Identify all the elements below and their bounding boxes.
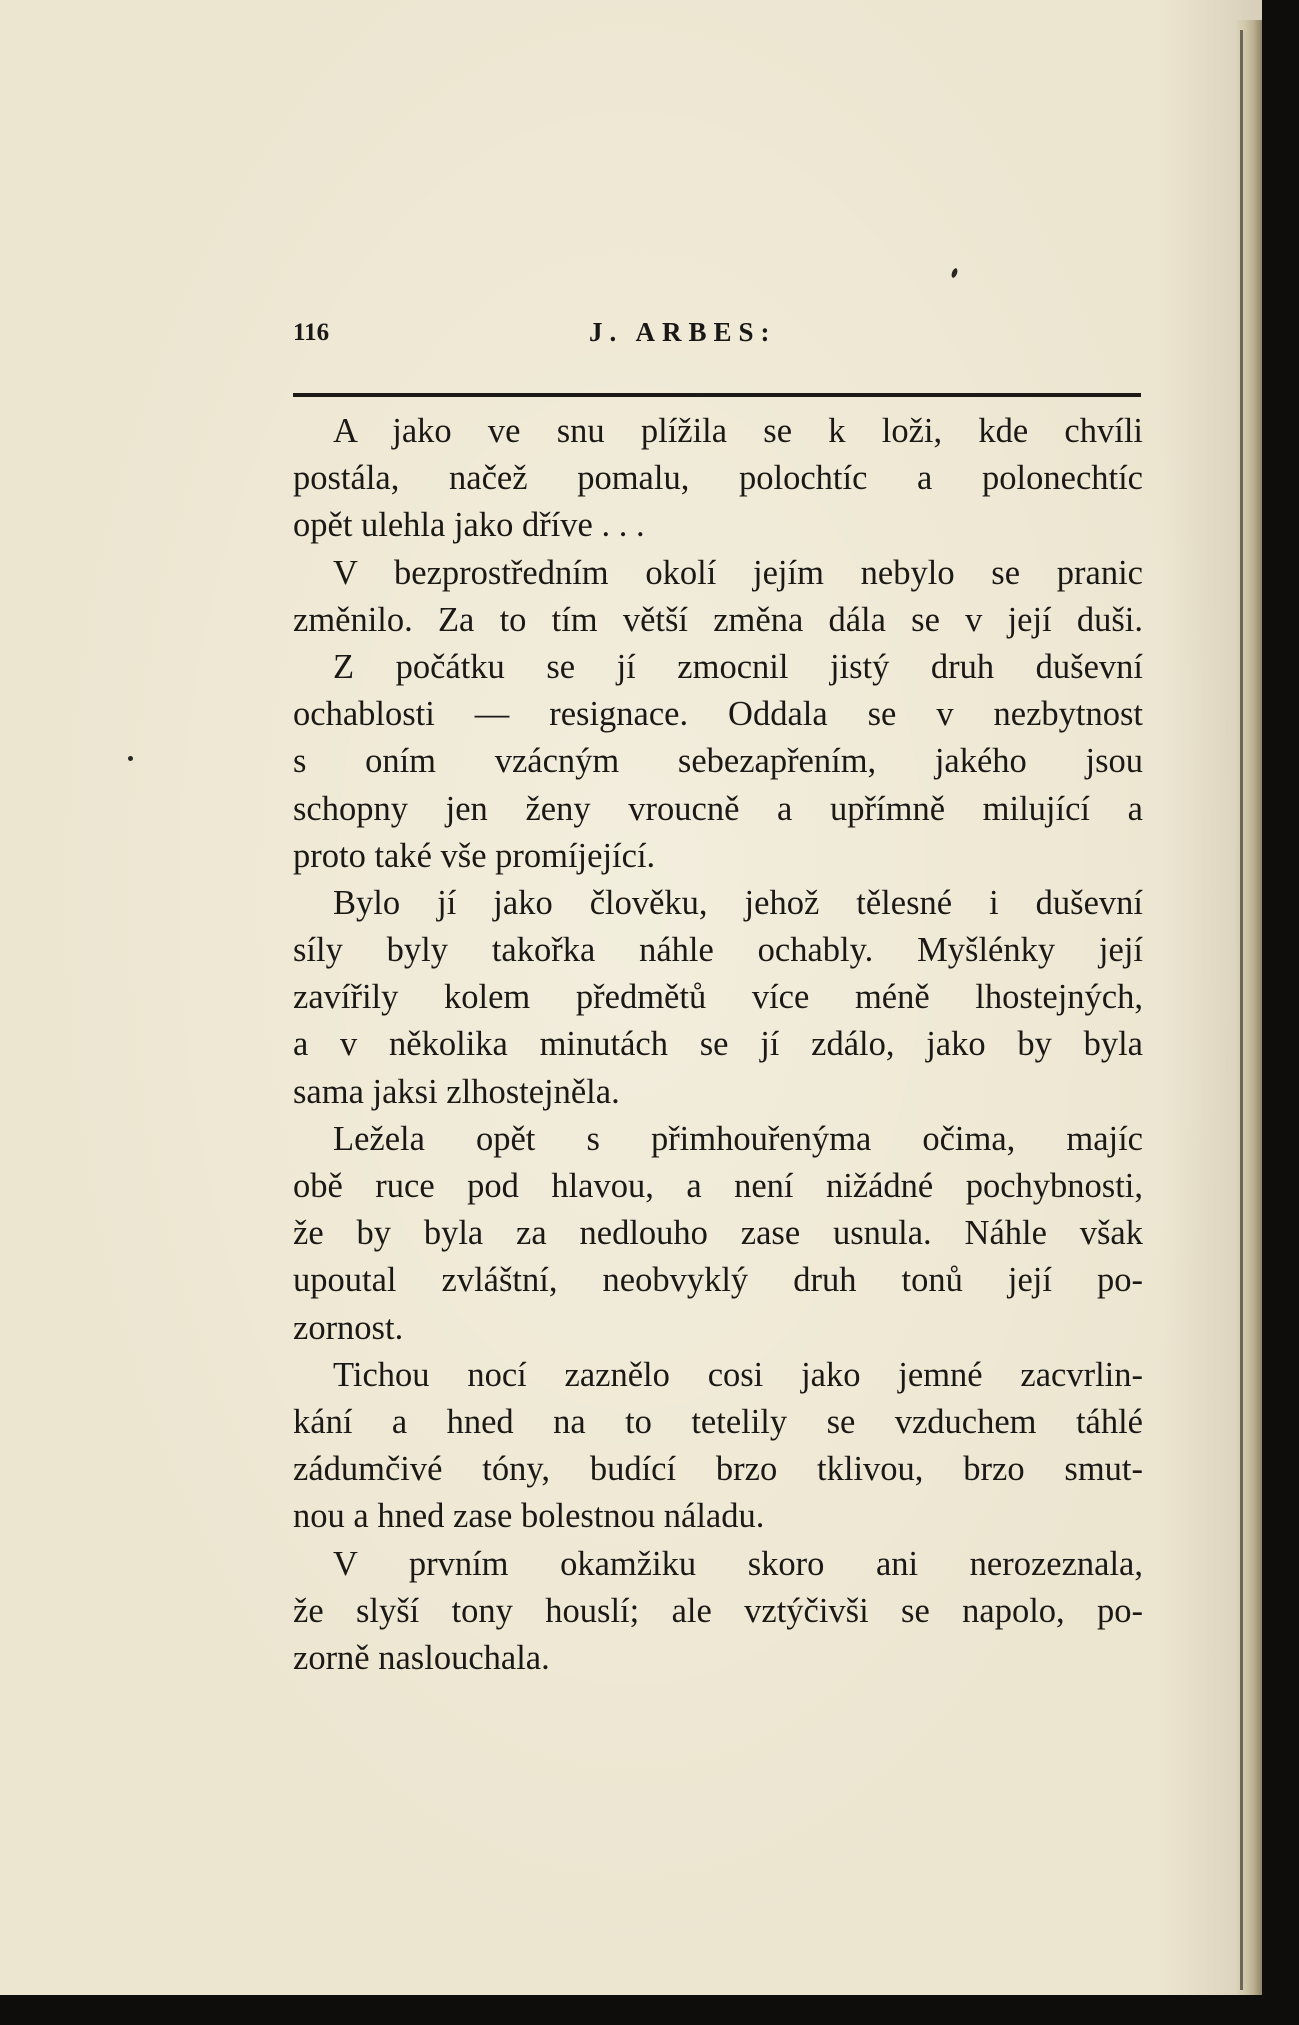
text-line: ochablosti — resignace. Oddala se v nezbytnost — [293, 695, 1143, 734]
text-line: A jako ve snu plížila se k loži, kde chvíli — [333, 412, 1143, 450]
text-line: že slyší tony houslí; ale vztýčivši se napolo, po- — [293, 1591, 1143, 1630]
ink-speck — [128, 756, 133, 761]
ink-speck — [950, 267, 958, 278]
text-line: Bylo jí jako člověku, jehož tělesné i duševní — [333, 883, 1143, 922]
text-line: nou a hned zase bolestnou náladu. — [293, 1497, 765, 1536]
text-line: změnilo. Za to tím větší změna dála se v její duši. — [293, 600, 1143, 639]
page-number: 116 — [293, 319, 330, 346]
text-line: Tichou nocí zaznělo cosi jako jemné zacvrlin- — [333, 1355, 1143, 1394]
text-line: zavířily kolem předmětů více méně lhostejných, — [293, 978, 1143, 1017]
text-line: obě ruce pod hlavou, a není nižádné pochybnosti, — [293, 1167, 1143, 1205]
header-rule — [293, 393, 1141, 397]
page-header — [293, 315, 1141, 361]
text-line: V prvním okamžiku skoro ani nerozeznala, — [333, 1544, 1143, 1583]
text-line: proto také vše promíjející. — [293, 836, 656, 875]
text-line: V bezprostředním okolí jejím nebylo se pranic — [333, 553, 1143, 592]
text-line: opět ulehla jako dříve . . . — [293, 506, 645, 545]
body-text — [293, 408, 1143, 1682]
gutter-shadow-line — [1240, 30, 1243, 1990]
text-line: kání a hned na to tetelily se vzduchem táhlé — [293, 1402, 1143, 1441]
text-line: sama jaksi zlhostejněla. — [293, 1072, 620, 1111]
text-line: postála, načež pomalu, polochtíc a polonechtíc — [293, 459, 1143, 498]
text-line: schopny jen ženy vroucně a upřímně milující a — [293, 789, 1143, 828]
text-line: s oním vzácným sebezapřením, jakého jsou — [293, 742, 1143, 781]
text-line: zornost. — [293, 1308, 404, 1347]
text-line: Ležela opět s přimhouřenýma očima, majíc — [333, 1119, 1143, 1158]
text-line: upoutal zvláštní, neobvyklý druh tonů její po- — [293, 1261, 1143, 1300]
running-head: J. ARBES: — [589, 317, 777, 347]
text-line: síly byly takořka náhle ochably. Myšlénky její — [293, 931, 1143, 970]
text-line: a v několika minutách se jí zdálo, jako by byla — [293, 1025, 1143, 1064]
text-line: že by byla za nedlouho zase usnula. Náhle však — [293, 1214, 1143, 1253]
text-line: Z počátku se jí zmocnil jistý druh duševní — [333, 647, 1143, 686]
text-line: zorně naslouchala. — [293, 1638, 550, 1677]
text-line: zádumčivé tóny, budící brzo tklivou, brzo smut- — [293, 1450, 1143, 1489]
